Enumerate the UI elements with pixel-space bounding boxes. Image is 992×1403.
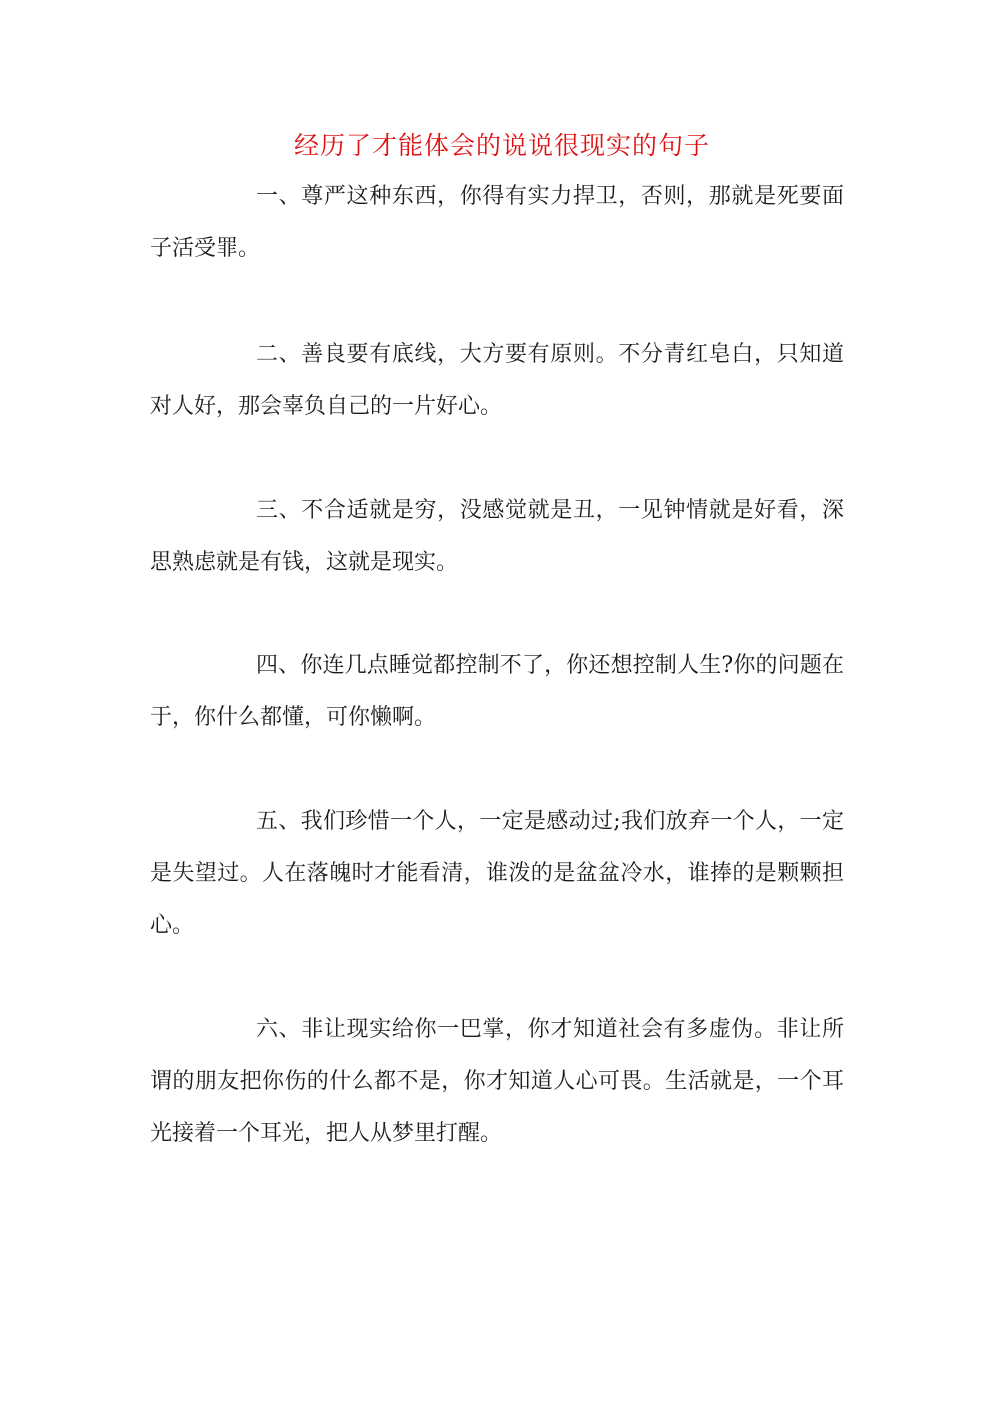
paragraph-3: 三、不合适就是穷，没感觉就是丑，一见钟情就是好看，深思熟虑就是有钱，这就是现实。	[150, 498, 844, 575]
paragraph-1: 一、尊严这种东西，你得有实力捍卫，否则，那就是死要面子活受罪。	[150, 184, 844, 261]
document-title: 经历了才能体会的说说很现实的句子	[293, 131, 710, 160]
paragraph-6: 六、非让现实给你一巴掌，你才知道社会有多虚伪。非让所谓的朋友把你伤的什么都不是，你才知道人心可畏。生活就是，一个耳光接着一个耳光，把人从梦里打醒。	[150, 1017, 844, 1146]
paragraph-4: 四、你连几点睡觉都控制不了，你还想控制人生?你的问题在于，你什么都懂，可你懒啊。	[150, 653, 845, 730]
paragraph-5: 五、我们珍惜一个人，一定是感动过;我们放弃一个人，一定是失望过。人在落魄时才能看清，谁泼的是盆盆冷水，谁捧的是颗颗担心。	[150, 809, 844, 938]
paragraph-2: 二、善良要有底线，大方要有原则。不分青红皂白，只知道对人好，那会辜负自己的一片好心。	[150, 342, 844, 419]
